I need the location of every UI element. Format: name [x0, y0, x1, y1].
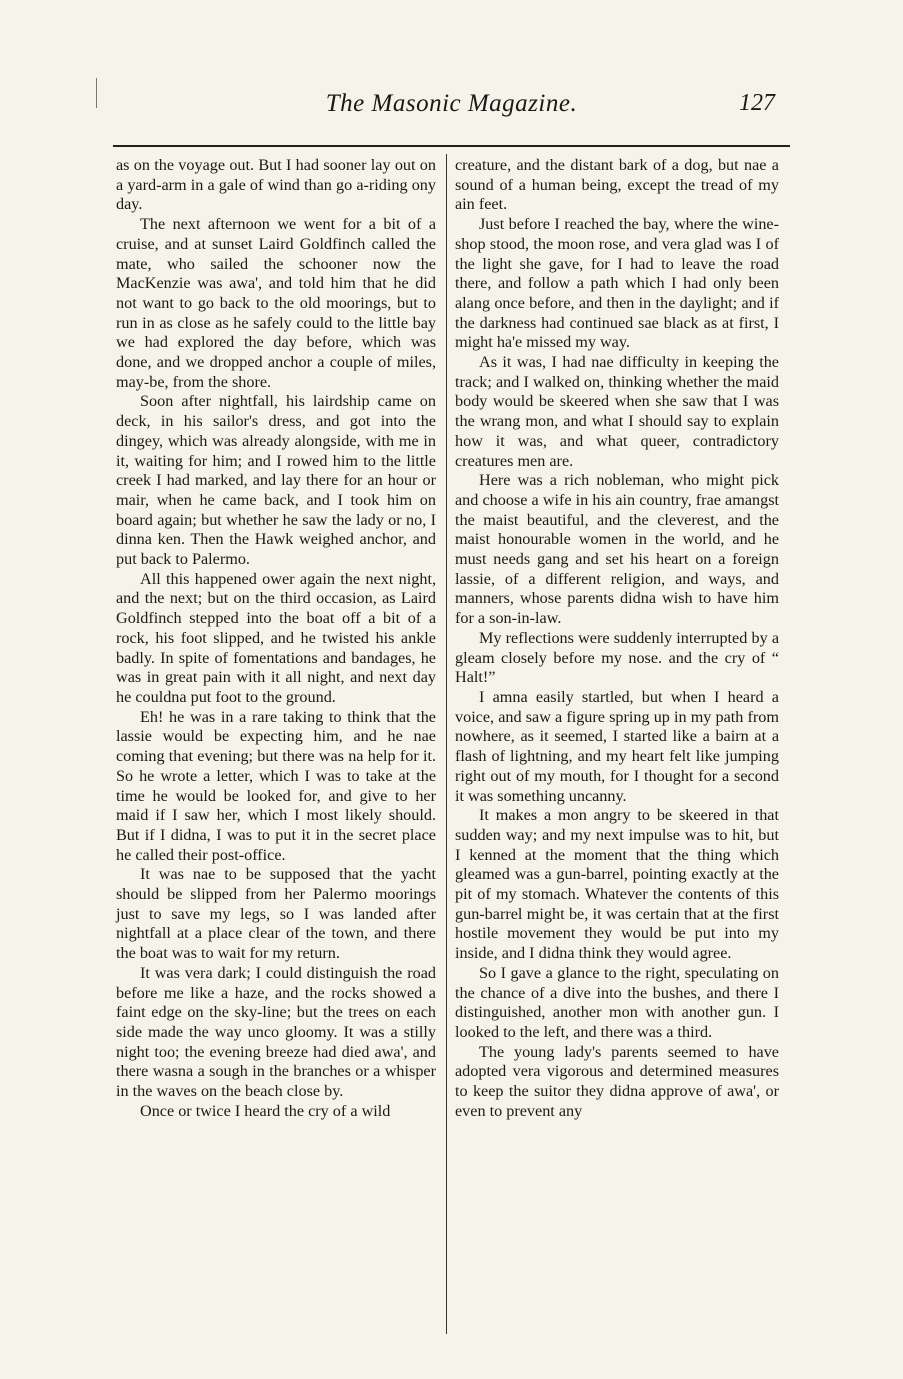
- paragraph: Eh! he was in a rare taking to think that the lassie would be expecting him, and he nae coming that evening; but there was na help for it. So he wrote a letter, which I was to take at the time he would be looked for, and give to her maid if I saw her, which I most likely should. But if I didna, I was to put it in the secret place he called their post-office.: [116, 707, 436, 864]
- paragraph: Soon after nightfall, his lairdship came on deck, in his sailor's dress, and got into the dingey, which was already alongside, with me in it, waiting for him; and I rowed him to the little creek I had marked, and lay there for an hour or mair, when he came back, and I took him on board again; but whether he saw the lady or no, I dinna ken. Then the Hawk weighed anchor, and put back to Palermo.: [116, 392, 436, 569]
- header-rule: [113, 145, 790, 147]
- paragraph: My reflections were suddenly interrupted by a gleam closely before my nose. and the cry of “ Halt!”: [455, 628, 779, 687]
- paragraph: All this happened ower again the next night, and the next; but on the third occasion, as Laird Goldfinch stepped into the boat off a bit of a rock, his foot slipped, and he twisted his ankle badly. In spite of fomentations and bandages, he was in great pain with it all night, and next day he couldna put foot to the ground.: [116, 569, 436, 706]
- paragraph: Here was a rich nobleman, who might pick and choose a wife in his ain country, frae amangst the maist beautiful, and the cleverest, and the maist honourable women in the world, and he must needs gang and set his heart on a foreign lassie, of a different religion, and ways, and manners, whose parents didna wish to have him for a son-in-law.: [455, 471, 779, 628]
- paragraph: The next afternoon we went for a bit of a cruise, and at sunset Laird Goldfinch called the mate, who sailed the schooner now the MacKenzie was awa', and told him that he did not want to go back to the old moorings, but to run in as close as he safely could to the little bay we had explored the day before, which was done, and we dropped anchor a couple of miles, may-be, from the shore.: [116, 215, 436, 391]
- paragraph: Once or twice I heard the cry of a wild: [140, 1101, 391, 1120]
- paragraph: I amna easily startled, but when I heard a voice, and saw a figure spring up in my path from nowhere, as it seemed, I started like a bairn at a flash of lightning, and my heart felt like jumping right out of my mouth, for I thought for a second it was something uncanny.: [455, 687, 779, 805]
- left-column: [116, 156, 436, 1121]
- paragraph: It makes a mon angry to be skeered in that sudden way; and my next impulse was to hit, but I kenned at the moment that the thing which gleamed was a gun-barrel, pointing exactly at the pit of my stomach. Whatever the contents of this gun-barrel might be, it was certain that at the first hostile movement they would be put into my inside, and I didna think they would agree.: [455, 806, 779, 963]
- paragraph: It was nae to be supposed that the yacht should be slipped from her Palermo moorings just to save my legs, so I was landed after nightfall at a place clear of the town, and there the boat was to wait for my return.: [116, 865, 436, 963]
- column-divider: [446, 154, 447, 1334]
- paragraph: Just before I reached the bay, where the wine-shop stood, the moon rose, and vera glad was I of the light she gave, for I had to leave the road there, and follow a path which I had only been alang once before, and then in the daylight; and if the darkness had continued sae black as at first, I might ha'e missed my way.: [455, 215, 779, 352]
- page-number: 127: [739, 90, 775, 116]
- running-header-title: The Masonic Magazine.: [325, 90, 578, 117]
- right-column: [455, 156, 779, 1121]
- paragraph: as on the voyage out. But I had sooner lay out on a yard-arm in a gale of wind than go a-riding ony day.: [116, 156, 436, 214]
- paragraph: It was vera dark; I could distinguish the road before me like a haze, and the rocks showed a faint edge on the sky-line; but the trees on each side made the way unco gloomy. It was a stilly night too; the evening breeze had died awa', and there wasna a sough in the branches or a whisper in the waves on the beach close by.: [116, 963, 436, 1101]
- paragraph: As it was, I had nae difficulty in keeping the track; and I walked on, thinking whether the maid body would be skeered when she saw that I was the wrang mon, and what I should say to explain how it was, and what queer, contradictory creatures men are.: [455, 353, 779, 470]
- paragraph: So I gave a glance to the right, speculating on the chance of a dive into the bushes, and there I distinguished, another mon with another gun. I looked to the left, and there was a third.: [455, 963, 779, 1041]
- paragraph: creature, and the distant bark of a dog, but nae a sound of a human being, except the tread of my ain feet.: [455, 156, 779, 214]
- paragraph: The young lady's parents seemed to have adopted vera vigorous and determined measures to keep the suitor they didna approve of awa', or even to prevent any: [455, 1042, 779, 1120]
